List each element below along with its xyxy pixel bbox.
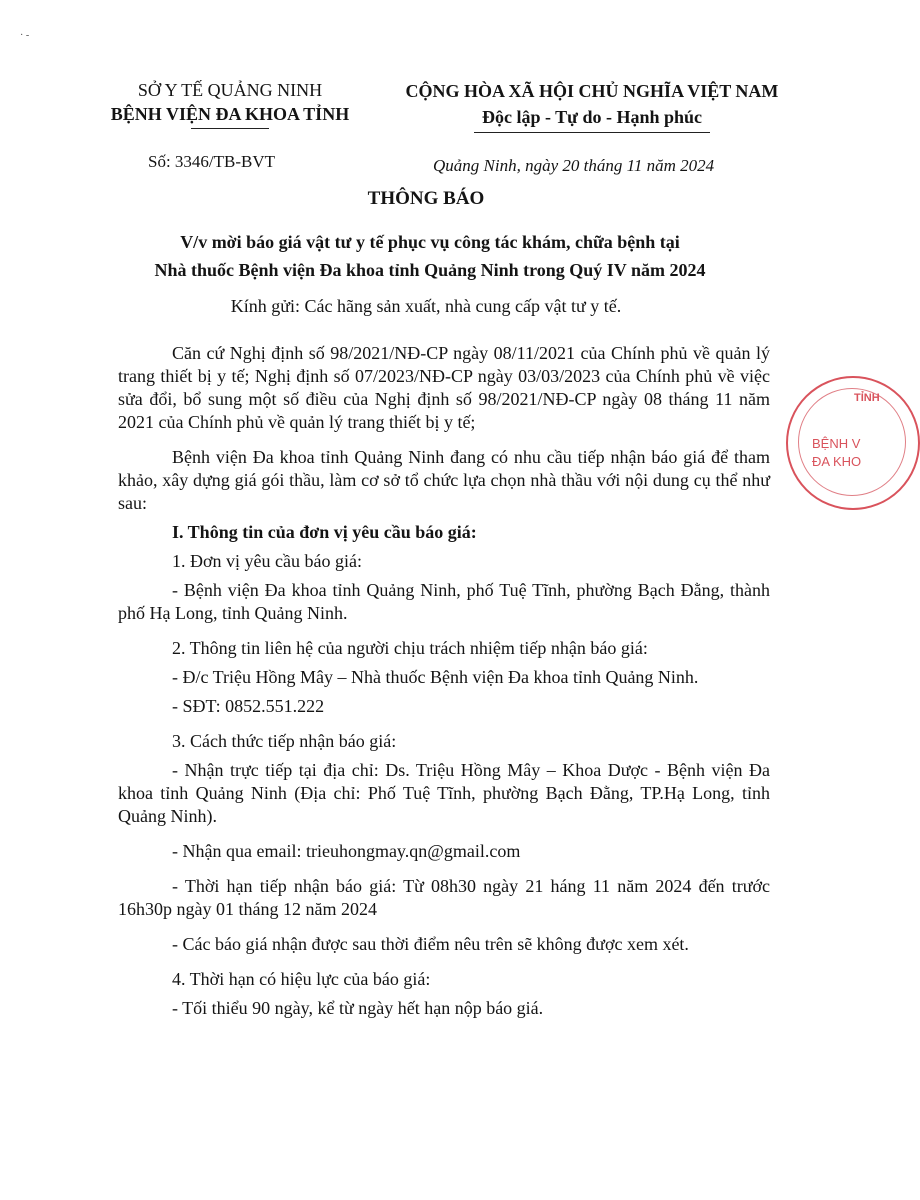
item-3-deadline: - Thời hạn tiếp nhận báo giá: Từ 08h30 ngày 21 háng 11 năm 2024 đến trước 16h30p ngày 01 tháng 12 năm 2024 <box>118 876 770 919</box>
national-motto: Độc lập - Tự do - Hạnh phúc <box>481 107 703 127</box>
item-3-note: - Các báo giá nhận được sau thời điểm nêu trên sẽ không được xem xét. <box>172 934 689 954</box>
legal-basis-paragraph: Căn cứ Nghị định số 98/2021/NĐ-CP ngày 08/11/2021 của Chính phủ về quản lý trang thiết bị y tế; Nghị định số 07/2023/NĐ-CP ngày 03/03/2023 của Chính phủ về việc sửa đổi, bổ sung một số điều của Nghị định số 98/2021/NĐ-CP ngày 08 tháng 11 năm 2021 của Chính phủ về quản lý trang thiết bị y tế; <box>118 343 770 432</box>
item-1-heading: 1. Đơn vị yêu cầu báo giá: <box>172 551 362 571</box>
issuer-header <box>95 78 365 129</box>
issuer-underline <box>191 128 269 129</box>
item-3-email: - Nhận qua email: trieuhongmay.qn@gmail.com <box>172 841 521 861</box>
purpose-paragraph: Bệnh viện Đa khoa tỉnh Quảng Ninh đang có nhu cầu tiếp nhận báo giá để tham khảo, xây dựng giá gói thầu, làm cơ sở tổ chức lựa chọn nhà thầu với nội dung cụ thể như sau: <box>118 447 770 513</box>
department-name: SỞ Y TẾ QUẢNG NINH <box>137 80 323 100</box>
item-1-detail: - Bệnh viện Đa khoa tỉnh Quảng Ninh, phố Tuệ Tĩnh, phường Bạch Đằng, thành phố Hạ Long, tỉnh Quảng Ninh. <box>118 580 770 623</box>
document-date: Quảng Ninh, ngày 20 tháng 11 năm 2024 <box>433 156 715 175</box>
item-2-heading: 2. Thông tin liên hệ của người chịu trách nhiệm tiếp nhận báo giá: <box>172 638 648 658</box>
item-4-detail: - Tối thiểu 90 ngày, kể từ ngày hết hạn nộp báo giá. <box>172 998 544 1018</box>
section-heading: I. Thông tin của đơn vị yêu cầu báo giá: <box>172 522 477 542</box>
scan-mark: · ‑ <box>20 30 30 41</box>
document-title: THÔNG BÁO <box>367 188 485 209</box>
subject-line-1: V/v mời báo giá vật tư y tế phục vụ công tác khám, chữa bệnh tại <box>180 232 680 252</box>
seal-text-top: TỈNH <box>854 392 880 404</box>
national-header <box>372 78 812 133</box>
document-body <box>118 342 770 1032</box>
item-4-heading: 4. Thời hạn có hiệu lực của báo giá: <box>172 969 431 989</box>
document-number: Số: 3346/TB-BVT <box>148 152 276 171</box>
seal-text-bottom: ĐA KHO <box>812 454 862 469</box>
official-seal <box>786 376 920 510</box>
item-3-direct: - Nhận trực tiếp tại địa chỉ: Ds. Triệu Hồng Mây – Khoa Dược - Bệnh viện Đa khoa tỉnh Quảng Ninh (Địa chỉ: Phố Tuệ Tĩnh, phường Bạch Đằng, TP.Hạ Long, tỉnh Quảng Ninh). <box>118 760 770 826</box>
item-2-phone: - SĐT: 0852.551.222 <box>172 696 325 716</box>
hospital-name: BỆNH VIỆN ĐA KHOA TỈNH <box>110 104 350 124</box>
item-2-contact: - Đ/c Triệu Hồng Mây – Nhà thuốc Bệnh viện Đa khoa tỉnh Quảng Ninh. <box>172 667 699 687</box>
item-3-heading: 3. Cách thức tiếp nhận báo giá: <box>172 731 397 751</box>
motto-underline <box>474 132 710 133</box>
country-title: CỘNG HÒA XÃ HỘI CHỦ NGHĨA VIỆT NAM <box>405 81 779 101</box>
seal-text-middle: BỆNH V <box>812 436 861 451</box>
greeting: Kính gửi: Các hãng sản xuất, nhà cung cấp vật tư y tế. <box>230 296 622 316</box>
subject-line-2: Nhà thuốc Bệnh viện Đa khoa tỉnh Quảng Ninh trong Quý IV năm 2024 <box>154 260 706 280</box>
document-subject <box>60 228 800 284</box>
